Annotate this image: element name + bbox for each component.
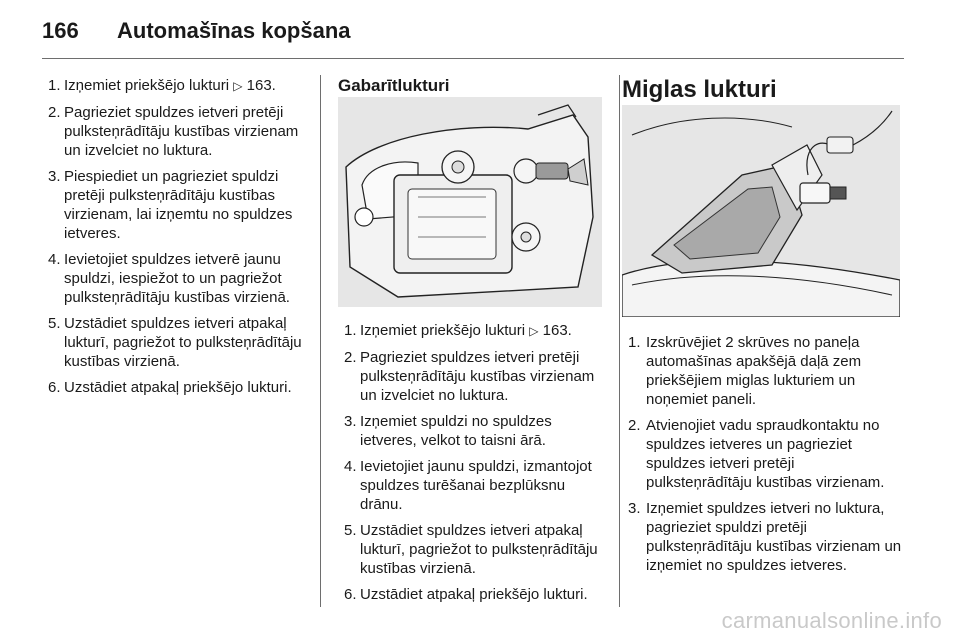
list-item: 1. Izņemiet priekšējo lukturi ▷ 163. xyxy=(48,77,276,94)
column-3 xyxy=(622,75,904,582)
list-item: 4. Ievietojiet jaunu spuldzi, izmantojot spuldzes turēšanai bezplūksnu drānu. xyxy=(344,458,592,513)
section-heading-parking-lights: Gabarītlukturi xyxy=(338,76,450,95)
column-2 xyxy=(338,75,604,611)
column-divider-1 xyxy=(320,75,321,607)
page-header xyxy=(42,18,351,50)
arrow-reference-icon: ▷ xyxy=(529,324,539,338)
headlamp-illustration xyxy=(338,97,602,307)
page-reference[interactable]: 163. xyxy=(246,77,276,94)
header-rule xyxy=(42,58,904,59)
list-item: 5. Uzstādiet spuldzes ietveri atpakaļ lukturī, pagriežot to pulksteņrādītāju kustības virzienā. xyxy=(344,522,598,577)
fog-lamp-illustration xyxy=(622,105,900,317)
list-item: 1. Izņemiet priekšējo lukturi ▷ 163. xyxy=(344,322,572,339)
instruction-list xyxy=(338,321,604,604)
column-1 xyxy=(42,76,310,404)
section-heading-fog-lights: Miglas lukturi xyxy=(622,76,777,103)
page-number: 166 xyxy=(42,18,79,43)
list-item: 4. Ievietojiet spuldzes ietverē jaunu spuldzi, iespiežot to un pagriežot pulksteņrādītāju kustības virzienā. xyxy=(48,251,290,306)
list-item: 1. Izskrūvējiet 2 skrūves no paneļa automašīnas apakšējā daļā zem priekšējiem miglas lukturiem un noņemiet paneli. xyxy=(628,334,862,408)
fog-lamp-drawing xyxy=(622,105,900,317)
list-item: 6. Uzstādiet atpakaļ priekšējo lukturi. xyxy=(344,586,588,603)
page-reference[interactable]: 163. xyxy=(542,322,572,339)
list-item: 5. Uzstādiet spuldzes ietveri atpakaļ lukturī, pagriežot to pulksteņrādītāju kustības virzienā. xyxy=(48,315,302,370)
chapter-title: Automašīnas kopšana xyxy=(117,18,351,43)
list-item: 2. Pagrieziet spuldzes ietveri pretēji pulksteņrādītāju kustības virzienam un izvelciet no luktura. xyxy=(344,349,595,404)
list-item: 3. Izņemiet spuldzi no spuldzes ietveres, velkot to taisni ārā. xyxy=(344,413,552,449)
arrow-reference-icon: ▷ xyxy=(233,79,243,93)
instruction-list xyxy=(42,76,310,397)
list-item: 6. Uzstādiet atpakaļ priekšējo lukturi. xyxy=(48,379,292,396)
list-item: 2. Pagrieziet spuldzes ietveri pretēji pulksteņrādītāju kustības virzienam un izvelciet no luktura. xyxy=(48,104,299,159)
list-item: 2. Atvienojiet vadu spraudkontaktu no spuldzes ietveres un pagrieziet spuldzes ietveri pretēji pulksteņrādītāju kustības virzienam. xyxy=(628,417,885,491)
column-divider-2 xyxy=(619,75,620,607)
instruction-list xyxy=(622,333,904,575)
list-item: 3. Piespiediet un pagrieziet spuldzi pretēji pulksteņrādītāju kustības virzienam, lai izņemtu no spuldzes ietveres. xyxy=(48,168,293,242)
headlamp-drawing xyxy=(338,97,602,307)
list-item: 3. Izņemiet spuldzes ietveri no luktura, pagrieziet spuldzi pretēji pulksteņrādītāju kustības virzienam un izņemiet no spuldzes ietveres. xyxy=(628,500,902,574)
watermark: carmanualsonline.info xyxy=(721,608,942,633)
